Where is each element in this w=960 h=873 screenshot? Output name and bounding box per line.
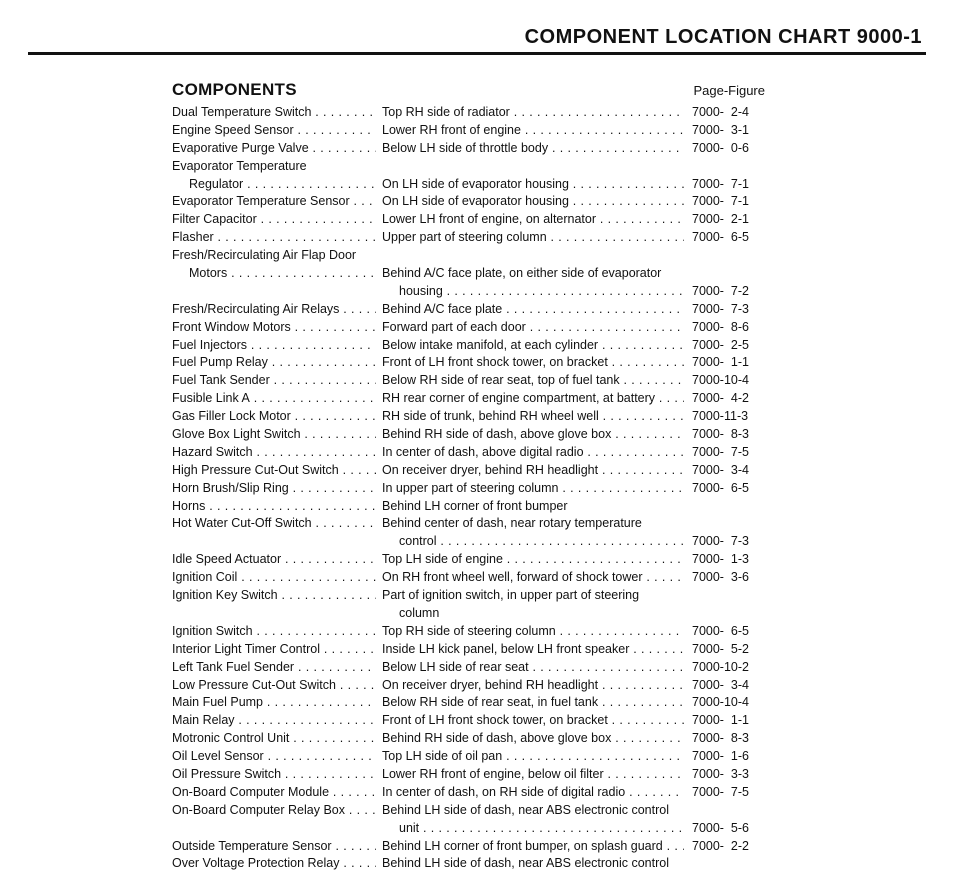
component-name-text: Ignition Switch . . . [172, 624, 376, 638]
page-figure-ref: 7000- 7-5 [692, 784, 749, 799]
table-row [172, 730, 766, 748]
table-row [172, 247, 766, 265]
component-name [172, 337, 376, 355]
component-location-text: Top LH side of engine . . . [382, 552, 684, 566]
component-name [172, 712, 376, 730]
component-location [382, 265, 684, 283]
component-location [382, 319, 684, 337]
component-location-text: On receiver dryer, behind RH headlight . . . [382, 463, 684, 477]
table-row [172, 158, 766, 176]
table-row [172, 641, 766, 659]
page-figure-ref: 7000- 3-3 [692, 766, 749, 781]
component-location [382, 301, 684, 319]
page-figure-ref: 7000-10-4 [692, 695, 749, 710]
component-location-text: Behind LH side of dash, near ABS electronic control [382, 856, 669, 871]
page-figure-ref: 7000- 1-1 [692, 355, 749, 370]
page-figure-ref: 7000- 7-1 [692, 176, 749, 191]
component-location [382, 480, 684, 498]
table-row [172, 838, 766, 856]
table-row [172, 193, 766, 211]
component-name-text: Motronic Control Unit . . . [172, 731, 376, 745]
table-row [172, 533, 766, 551]
component-location [382, 748, 684, 766]
component-name-text: Over Voltage Protection Relay . . . [172, 856, 376, 870]
component-location-text: On LH side of evaporator housing . . . [382, 177, 684, 191]
table-row [172, 462, 766, 480]
page-figure-ref: 7000- 3-4 [692, 462, 749, 477]
component-name-text: Evaporative Purge Valve . . . [172, 141, 376, 155]
page-figure-ref: 7000- 3-6 [692, 570, 749, 585]
page-figure-ref: 7000- 8-3 [692, 427, 749, 442]
component-name-text: Fuel Injectors . . . [172, 338, 376, 352]
component-name [172, 229, 376, 247]
component-location-text: In center of dash, on RH side of digital radio . . . [382, 785, 684, 799]
page-figure-ref: 7000- 8-3 [692, 731, 749, 746]
page-figure-ref: 7000- 2-1 [692, 212, 749, 227]
component-location-text: Below RH side of rear seat, top of fuel tank . . . [382, 373, 684, 387]
component-location [382, 838, 684, 856]
table-row [172, 390, 766, 408]
component-name [172, 462, 376, 480]
component-name-text: Left Tank Fuel Sender . . . [172, 660, 376, 674]
component-name-text: Glove Box Light Switch . . . [172, 427, 376, 441]
component-name [172, 211, 376, 229]
component-name-text: Ignition Key Switch . . . [172, 588, 376, 602]
component-location [382, 587, 684, 605]
component-name-text: On-Board Computer Module . . . [172, 785, 376, 799]
component-name-text: Fresh/Recirculating Air Relays . . . [172, 302, 376, 316]
component-name-text: Hazard Switch . . . [172, 445, 376, 459]
component-location-text: Upper part of steering column . . . [382, 230, 684, 244]
component-name [172, 569, 376, 587]
component-name [172, 784, 376, 802]
page-figure-ref: 7000- 7-2 [692, 283, 749, 298]
table-row [172, 784, 766, 802]
component-location-text: Inside LH kick panel, below LH front speaker . . . [382, 642, 684, 656]
component-location [382, 694, 684, 712]
component-location [382, 712, 684, 730]
component-name-text: Flasher . . . [172, 230, 376, 244]
component-name [172, 122, 376, 140]
component-name-text: Oil Level Sensor . . . [172, 749, 376, 763]
page-figure-ref: 7000- 7-3 [692, 534, 749, 549]
component-name-text: Fuel Tank Sender . . . [172, 373, 376, 387]
table-row [172, 659, 766, 677]
component-location-text: unit . . . [399, 821, 684, 835]
component-name-text: Ignition Coil . . . [172, 570, 376, 584]
component-name-text: Front Window Motors . . . [172, 320, 376, 334]
page-figure-ref: 7000- 1-6 [692, 749, 749, 764]
table-row [172, 855, 766, 873]
component-name [172, 748, 376, 766]
component-name-text: Horn Brush/Slip Ring . . . [172, 481, 376, 495]
table-row [172, 140, 766, 158]
table-row [172, 176, 766, 194]
page-figure-ref: 7000- 2-5 [692, 337, 749, 352]
component-name [172, 641, 376, 659]
table-row [172, 748, 766, 766]
page-figure-ref: 7000- 2-2 [692, 838, 749, 853]
component-location-text: Forward part of each door . . . [382, 320, 684, 334]
component-name-text: Evaporator Temperature Sensor . . . [172, 194, 376, 208]
table-row [172, 766, 766, 784]
component-location [382, 176, 684, 194]
page-figure-ref: 7000-10-4 [692, 373, 749, 388]
table-row [172, 677, 766, 695]
component-name-text: Horns . . . [172, 499, 376, 513]
component-location [399, 533, 684, 551]
component-location-text: Behind LH corner of front bumper, on splash guard . . . [382, 839, 684, 853]
page-figure-ref: 7000- 6-5 [692, 230, 749, 245]
component-location-text: On RH front wheel well, forward of shock tower . . . [382, 570, 684, 584]
component-location-text: RH side of trunk, behind RH wheel well . . . [382, 409, 684, 423]
component-location-text: Front of LH front shock tower, on bracket . . . [382, 713, 684, 727]
table-row [172, 515, 766, 533]
component-name [172, 515, 376, 533]
component-location [382, 140, 684, 158]
component-location [399, 605, 684, 623]
component-location-text: Part of ignition switch, in upper part of steering [382, 588, 640, 603]
component-location [382, 229, 684, 247]
component-location [382, 855, 684, 873]
table-row [172, 426, 766, 444]
page-figure-ref: 7000- 6-5 [692, 623, 749, 638]
component-name [172, 551, 376, 569]
component-name-text: Engine Speed Sensor . . . [172, 123, 376, 137]
page-figure-ref: 7000- 3-1 [692, 122, 749, 137]
component-name [172, 301, 376, 319]
component-name-text: Gas Filler Lock Motor . . . [172, 409, 376, 423]
page-figure-ref: 7000- 0-6 [692, 140, 749, 155]
page-figure-ref: 7000- 5-6 [692, 820, 749, 835]
component-name [172, 158, 376, 176]
table-row [172, 122, 766, 140]
table-row [172, 408, 766, 426]
table-row [172, 354, 766, 372]
component-location-text: On LH side of evaporator housing . . . [382, 194, 684, 208]
component-location-text: On receiver dryer, behind RH headlight . . . [382, 678, 684, 692]
component-location [382, 730, 684, 748]
component-name [172, 730, 376, 748]
component-location [399, 283, 684, 301]
component-name-text: Regulator . . . [189, 177, 376, 191]
component-location [382, 444, 684, 462]
component-location [382, 659, 684, 677]
component-name [172, 677, 376, 695]
component-name [172, 390, 376, 408]
table-row [172, 337, 766, 355]
component-location [382, 569, 684, 587]
component-name [172, 140, 376, 158]
table-row [172, 694, 766, 712]
component-name-text: Oil Pressure Switch . . . [172, 767, 376, 781]
component-location-text: Below RH side of rear seat, in fuel tank . . . [382, 695, 684, 709]
page-figure-ref: 7000- 7-5 [692, 444, 749, 459]
page-figure-ref: 7000- 5-2 [692, 641, 749, 656]
component-location-text: Behind LH side of dash, near ABS electronic control [382, 802, 669, 817]
page-figure-ref: 7000- 2-4 [692, 105, 749, 119]
component-name [172, 444, 376, 462]
component-name-text: Filter Capacitor . . . [172, 212, 376, 226]
component-name [172, 838, 376, 856]
component-name [172, 587, 376, 605]
table-row [172, 229, 766, 247]
page-figure-ref: 7000- 3-4 [692, 677, 749, 692]
table-row [172, 104, 766, 122]
component-location [382, 408, 684, 426]
component-location [382, 641, 684, 659]
header-rule [28, 52, 926, 55]
component-location-text: Behind LH corner of front bumper [382, 498, 568, 513]
component-location [382, 426, 684, 444]
page-figure-ref: 7000-10-2 [692, 659, 749, 674]
component-location [382, 390, 684, 408]
component-name-text: Dual Temperature Switch . . . [172, 105, 376, 119]
table-row [172, 802, 766, 820]
component-location-text: RH rear corner of engine compartment, at battery . . . [382, 391, 684, 405]
component-location-text: Top RH side of steering column . . . [382, 624, 684, 638]
component-location [382, 104, 684, 122]
table-row [172, 623, 766, 641]
component-name-text: Main Fuel Pump . . . [172, 695, 376, 709]
component-location [382, 766, 684, 784]
component-name [172, 193, 376, 211]
component-location [382, 211, 684, 229]
component-name-text: Evaporator Temperature [172, 158, 307, 173]
component-name [172, 480, 376, 498]
component-location-text: Behind RH side of dash, above glove box . . . [382, 427, 684, 441]
page-header [0, 0, 960, 60]
page-figure-ref: 7000- 7-1 [692, 194, 749, 209]
component-location-text: Lower RH front of engine, below oil filter . . . [382, 767, 684, 781]
component-name [172, 694, 376, 712]
component-name [172, 408, 376, 426]
component-name [172, 176, 376, 194]
component-table [172, 104, 766, 873]
section-title: COMPONENTS [172, 80, 297, 99]
component-name [172, 802, 376, 820]
component-location-text: housing . . . [399, 284, 684, 298]
component-location-text: control . . . [399, 534, 684, 548]
component-location [382, 372, 684, 390]
component-name-text: Main Relay . . . [172, 713, 376, 727]
component-location-text: Below LH side of throttle body . . . [382, 141, 684, 155]
component-location [382, 462, 684, 480]
component-name [172, 319, 376, 337]
component-name-text: Motors . . . [189, 266, 376, 280]
table-row [172, 301, 766, 319]
table-row [172, 283, 766, 301]
table-row [172, 587, 766, 605]
table-row [172, 480, 766, 498]
page-figure-ref: 7000- 1-3 [692, 552, 749, 567]
component-name [172, 855, 376, 873]
component-name [172, 247, 376, 265]
component-location [382, 498, 684, 516]
component-location [382, 623, 684, 641]
component-name [172, 104, 376, 122]
component-location-text: In center of dash, above digital radio . . . [382, 445, 684, 459]
component-name-text: Outside Temperature Sensor . . . [172, 839, 376, 853]
component-location [399, 820, 684, 838]
component-name-text: Low Pressure Cut-Out Switch . . . [172, 678, 376, 692]
table-row [172, 372, 766, 390]
component-location [382, 354, 684, 372]
component-name [172, 426, 376, 444]
component-name-text: Fusible Link A . . . [172, 391, 376, 405]
component-name [172, 623, 376, 641]
component-location-text: Top RH side of radiator . . . [382, 105, 684, 119]
component-location-text: Top LH side of oil pan . . . [382, 749, 684, 763]
component-name-text: On-Board Computer Relay Box . . . [172, 803, 376, 817]
component-location-text: Below intake manifold, at each cylinder . . . [382, 338, 684, 352]
table-row [172, 551, 766, 569]
component-name [172, 354, 376, 372]
component-location-text: Behind center of dash, near rotary temperature [382, 516, 642, 531]
component-location [382, 515, 684, 533]
component-location [382, 551, 684, 569]
table-row [172, 820, 766, 838]
component-name-text: Fuel Pump Relay . . . [172, 355, 376, 369]
component-location-text: Front of LH front shock tower, on bracket . . . [382, 355, 684, 369]
table-row [172, 569, 766, 587]
table-row [172, 605, 766, 623]
table-row [172, 444, 766, 462]
page-figure-ref: 7000- 1-1 [692, 713, 749, 728]
table-row [172, 211, 766, 229]
component-location [382, 802, 684, 820]
component-location-text: column [399, 605, 440, 620]
component-location-text: Below LH side of rear seat . . . [382, 660, 684, 674]
component-location-text: Behind A/C face plate . . . [382, 302, 684, 316]
component-name [172, 265, 376, 283]
component-location-text: Lower LH front of engine, on alternator . . . [382, 212, 684, 226]
page-figure-ref: 7000- 8-6 [692, 319, 749, 334]
component-location [382, 337, 684, 355]
page-figure-ref: 7000- 6-5 [692, 480, 749, 495]
component-location [382, 122, 684, 140]
component-name-text: Hot Water Cut-Off Switch . . . [172, 516, 376, 530]
component-name-text: High Pressure Cut-Out Switch . . . [172, 463, 376, 477]
component-location [382, 677, 684, 695]
table-row [172, 498, 766, 516]
page-figure-ref: 7000- 7-3 [692, 301, 749, 316]
table-row [172, 265, 766, 283]
component-location [382, 193, 684, 211]
component-name [172, 766, 376, 784]
page-title: COMPONENT LOCATION CHART 9000-1 [524, 26, 922, 48]
component-name [172, 372, 376, 390]
component-location-text: Lower RH front of engine . . . [382, 123, 684, 137]
page-figure-ref: 7000-11-3 [692, 409, 749, 424]
component-location-text: In upper part of steering column . . . [382, 481, 684, 495]
component-location-text: Behind RH side of dash, above glove box . . . [382, 731, 684, 745]
component-name [172, 498, 376, 516]
component-location-text: Behind A/C face plate, on either side of evaporator [382, 266, 662, 281]
table-row [172, 712, 766, 730]
table-row [172, 319, 766, 337]
component-name-text: Interior Light Timer Control . . . [172, 642, 376, 656]
page-figure-ref: 7000- 4-2 [692, 391, 749, 406]
component-location [382, 784, 684, 802]
component-name-text: Fresh/Recirculating Air Flap Door [172, 248, 357, 263]
page-figure-column-header: Page-Figure [693, 83, 765, 98]
component-name-text: Idle Speed Actuator . . . [172, 552, 376, 566]
component-name [172, 659, 376, 677]
